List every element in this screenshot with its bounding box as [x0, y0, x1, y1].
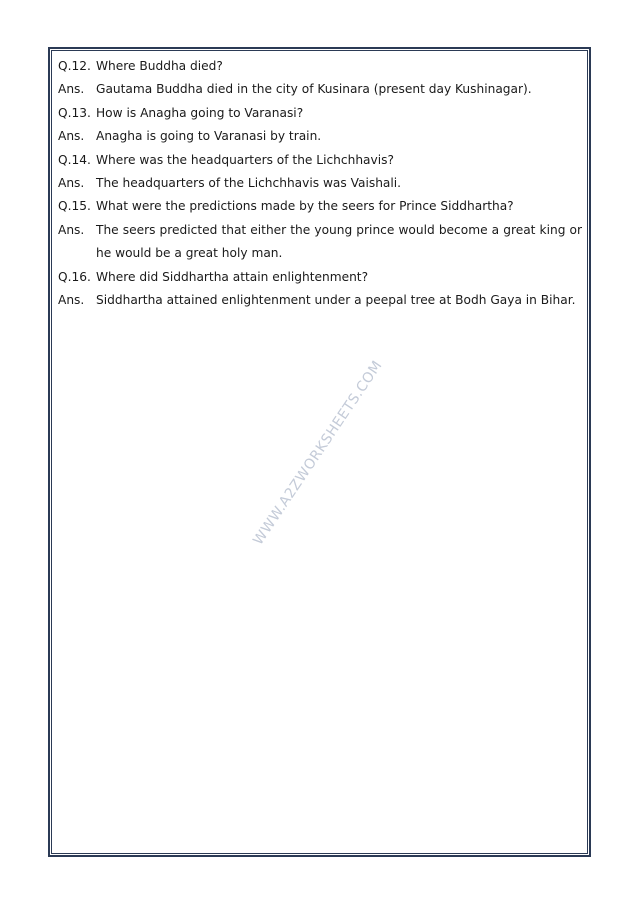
qa-list — [58, 55, 582, 312]
question-text: Where was the headquarters of the Lichchhavis? — [96, 152, 394, 167]
question-text: How is Anagha going to Varanasi? — [96, 105, 304, 120]
answer-label: Ans. — [58, 176, 85, 191]
answer-text: The seers predicted that either the young prince would become a great king or he would be a great holy man. — [96, 222, 582, 261]
question-text: What were the predictions made by the seers for Prince Siddhartha? — [96, 199, 514, 214]
question-row — [58, 102, 582, 125]
answer-label: Ans. — [58, 293, 85, 308]
answer-text: Gautama Buddha died in the city of Kusinara (present day Kushinagar). — [96, 82, 532, 97]
question-label: Q.15. — [58, 199, 91, 214]
question-label: Q.13. — [58, 105, 91, 120]
answer-row — [58, 289, 582, 312]
answer-row — [58, 125, 582, 148]
question-row — [58, 266, 582, 289]
answer-row — [58, 78, 582, 101]
question-label: Q.14. — [58, 152, 91, 167]
answer-text: The headquarters of the Lichchhavis was Vaishali. — [96, 176, 402, 191]
answer-row — [58, 219, 582, 266]
answer-label: Ans. — [58, 222, 85, 237]
question-text: Where did Siddhartha attain enlightenment? — [96, 269, 369, 284]
question-row — [58, 149, 582, 172]
watermark: WWW.A2ZWORKSHEETS.COM — [250, 357, 386, 549]
question-text: Where Buddha died? — [96, 59, 223, 73]
question-row — [58, 55, 582, 78]
answer-text: Anagha is going to Varanasi by train. — [96, 129, 322, 144]
question-row — [58, 195, 582, 218]
question-label: Q.12. — [58, 59, 91, 73]
answer-row — [58, 172, 582, 195]
question-label: Q.16. — [58, 269, 91, 284]
answer-text: Siddhartha attained enlightenment under a peepal tree at Bodh Gaya in Bihar. — [96, 293, 576, 308]
answer-label: Ans. — [58, 129, 85, 144]
answer-label: Ans. — [58, 82, 85, 97]
